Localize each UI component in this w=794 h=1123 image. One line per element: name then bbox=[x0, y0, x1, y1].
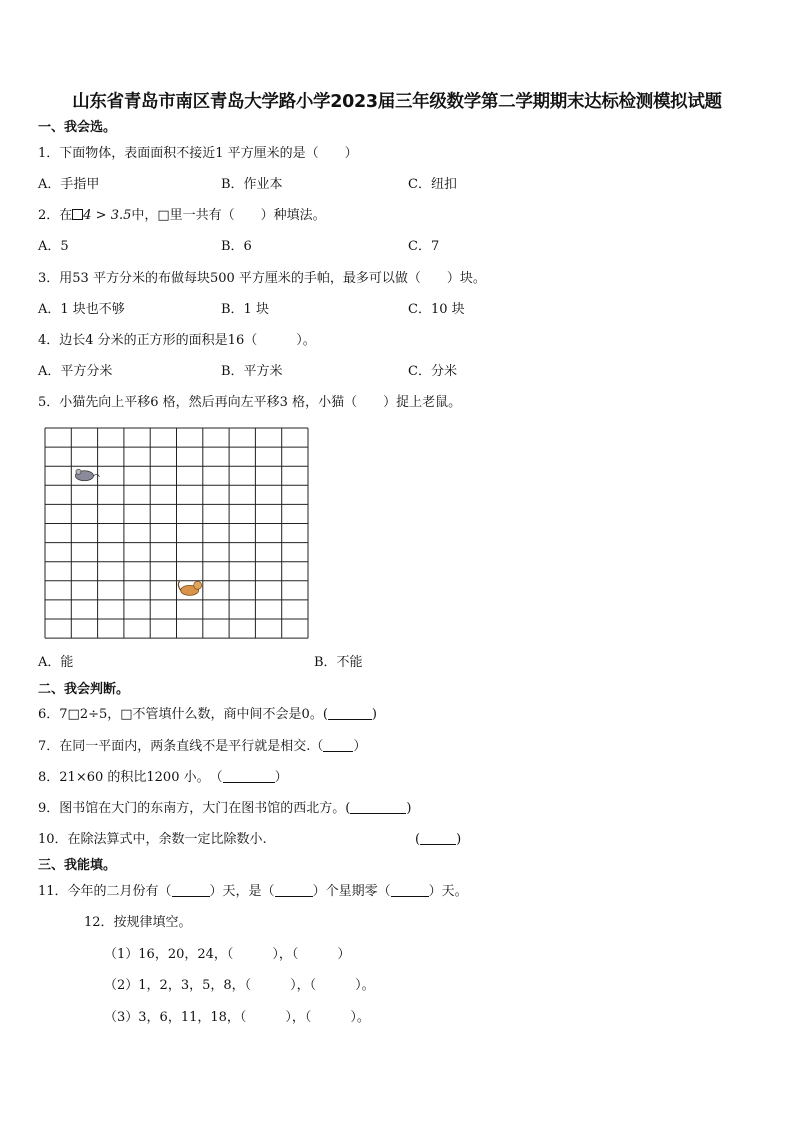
section-heading-fill: 三、我能填。 bbox=[38, 858, 117, 873]
q2-option-a: A．5 bbox=[38, 239, 69, 254]
q7-text: 7．在同一平面内，两条直线不是平行就是相交.（ bbox=[38, 739, 324, 754]
q11-blank-extra-days[interactable] bbox=[391, 884, 429, 897]
q3-option-a: A．1 块也不够 bbox=[38, 302, 125, 317]
section-heading-choose: 一、我会选。 bbox=[38, 120, 117, 135]
question-3: 3．用53 平方分米的布做每块500 平方厘米的手帕，最多可以做（ ）块。 bbox=[38, 271, 486, 286]
q8-text: 8．21×60 的积比1200 小。 （ bbox=[38, 770, 223, 785]
q7-close: ） bbox=[353, 739, 367, 754]
question-12: 12．按规律填空。 bbox=[84, 915, 192, 930]
q2-option-b: B．6 bbox=[221, 239, 252, 254]
q10-close: ) bbox=[456, 832, 462, 847]
q12-sequence-1: （1）16，20，24，（ ），（ ） bbox=[104, 947, 351, 962]
q5-option-a: A．能 bbox=[38, 655, 74, 670]
grid-lines bbox=[45, 428, 308, 638]
q12-sequence-2: （2）1，2，3，5，8，（ ），（ ）。 bbox=[104, 978, 375, 993]
q8-answer-blank[interactable] bbox=[223, 770, 275, 783]
q6-answer-blank[interactable] bbox=[328, 707, 372, 720]
page-title: 山东省青岛市南区青岛大学路小学2023届三年级数学第二学期期末达标检测模拟试题 bbox=[72, 92, 722, 112]
q11-part-2: ）天，是（ bbox=[209, 884, 275, 899]
q10-answer-blank[interactable] bbox=[420, 832, 456, 845]
q4-option-c: C．分米 bbox=[408, 364, 457, 379]
question-10: 10．在除法算式中，余数一定比除数小. bbox=[38, 832, 267, 847]
q1-option-c: C．纽扣 bbox=[408, 177, 457, 192]
q4-option-b: B．平方米 bbox=[221, 364, 283, 379]
q2-expression: 4 > 3.5 bbox=[83, 208, 132, 223]
question-7 bbox=[38, 738, 366, 756]
q6-close: ) bbox=[371, 707, 377, 722]
q9-answer-blank[interactable] bbox=[350, 801, 406, 814]
q4-option-a: A．平方分米 bbox=[38, 364, 113, 379]
q9-close: ) bbox=[406, 801, 412, 816]
q2-stem-after: 中，□里一共有（ ）种填法。 bbox=[131, 208, 326, 223]
question-5: 5．小猫先向上平移6 格，然后再向左平移3 格，小猫（ ）捉上老鼠。 bbox=[38, 395, 462, 410]
q6-text: 6．7□2÷5，□不管填什么数，商中间不会是0。( bbox=[38, 707, 328, 722]
question-1: 1．下面物体，表面面积不接近1 平方厘米的是（ ） bbox=[38, 146, 358, 161]
mouse-icon bbox=[75, 469, 99, 481]
q2-option-c: C．7 bbox=[408, 239, 440, 254]
q11-blank-days[interactable] bbox=[172, 884, 210, 897]
q12-sequence-3: （3）3，6，11，18，（ ），（ ）。 bbox=[104, 1010, 370, 1025]
q11-part-4: ）天。 bbox=[428, 884, 468, 899]
q1-option-a: A．手指甲 bbox=[38, 177, 100, 192]
q11-blank-weeks[interactable] bbox=[275, 884, 313, 897]
question-6 bbox=[38, 706, 377, 724]
question-4: 4．边长4 分米的正方形的面积是16（ ）。 bbox=[38, 333, 316, 348]
question-8 bbox=[38, 769, 288, 787]
square-box-icon bbox=[72, 209, 83, 220]
translation-grid bbox=[44, 427, 310, 639]
q5-option-b: B．不能 bbox=[314, 655, 363, 670]
q10-open: ( bbox=[415, 832, 421, 847]
q3-option-c: C．10 块 bbox=[408, 302, 465, 317]
q9-text: 9．图书馆在大门的东南方，大门在图书馆的西北方。( bbox=[38, 801, 351, 816]
cat-icon bbox=[178, 581, 201, 595]
q2-stem-before: 2．在 bbox=[38, 208, 73, 223]
q7-answer-blank[interactable] bbox=[323, 739, 353, 752]
q11-part-3: ）个星期零（ bbox=[312, 884, 391, 899]
question-11 bbox=[38, 883, 468, 901]
q10-answer bbox=[415, 831, 461, 849]
q8-close: ） bbox=[274, 770, 288, 785]
question-9 bbox=[38, 800, 411, 818]
q11-part-1: 11．今年的二月份有（ bbox=[38, 884, 172, 899]
question-2 bbox=[38, 207, 326, 225]
section-heading-judge: 二、我会判断。 bbox=[38, 682, 130, 697]
q3-option-b: B．1 块 bbox=[221, 302, 269, 317]
q1-option-b: B．作业本 bbox=[221, 177, 283, 192]
